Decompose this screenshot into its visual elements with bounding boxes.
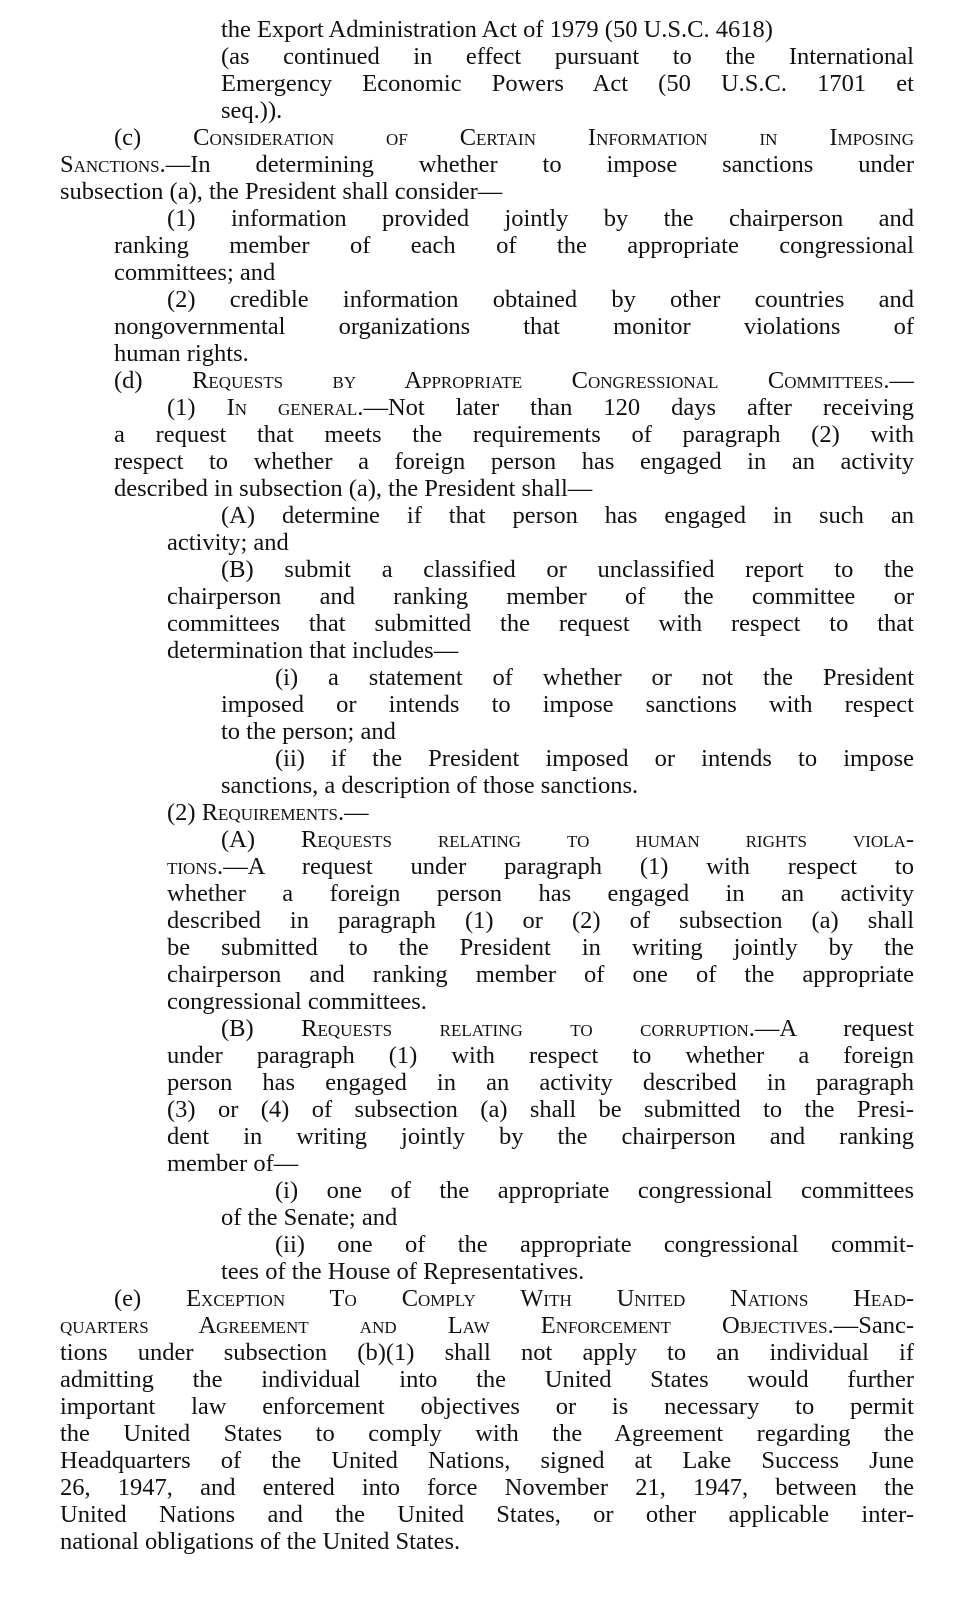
text-line: determination that includes— [167, 637, 459, 664]
subsection-e-heading: (e) Exception To Comply With United Nations Head- [114, 1285, 915, 1312]
text-line: 26, 1947, and entered into force November 21, 1947, between the [60, 1474, 914, 1501]
text-line: tions under subsection (b)(1) shall not apply to an individual if [60, 1339, 914, 1366]
text-line: the Export Administration Act of 1979 (50 U.S.C. 4618) [221, 16, 773, 43]
text-line: dent in writing jointly by the chairperson and ranking [167, 1123, 914, 1150]
text-line: sanctions, a description of those sanctions. [221, 772, 639, 799]
text-line: activity; and [167, 529, 289, 556]
text-line: Sanctions.—In determining whether to impose sanctions under [60, 151, 914, 178]
text-line: (2) credible information obtained by other countries and [167, 286, 914, 313]
text-line: quarters Agreement and Law Enforcement Objectives.—Sanc- [60, 1312, 914, 1339]
text-line: described in paragraph (1) or (2) of subsection (a) shall [167, 907, 914, 934]
text-line: seq.)). [221, 97, 283, 124]
text-line: subsection (a), the President shall consider— [60, 178, 503, 205]
text-line: important law enforcement objectives or is necessary to permit [60, 1393, 914, 1420]
text-line: respect to whether a foreign person has engaged in an activity [114, 448, 914, 475]
paragraph-2-heading: (2) Requirements.— [167, 799, 369, 826]
text-line: be submitted to the President in writing jointly by the [167, 934, 914, 961]
text-line: chairperson and ranking member of one of the appropriate [167, 961, 914, 988]
text-line: admitting the individual into the United States would further [60, 1366, 914, 1393]
text-line: congressional committees. [167, 988, 427, 1015]
text-line: Headquarters of the United Nations, signed at Lake Success June [60, 1447, 914, 1474]
text-line: member of— [167, 1150, 299, 1177]
text-line: human rights. [114, 340, 249, 367]
text-line: the United States to comply with the Agreement regarding the [60, 1420, 914, 1447]
paragraph-1-heading: (1) In general.—Not later than 120 days after receiving [167, 394, 914, 421]
text-line: nongovernmental organizations that monitor violations of [114, 313, 914, 340]
text-line: described in subsection (a), the President shall— [114, 475, 593, 502]
subparagraph-a-heading: (A) Requests relating to human rights viola- [221, 826, 914, 853]
text-line: (3) or (4) of subsection (a) shall be submitted to the Presi- [167, 1096, 914, 1123]
text-line: tions.—A request under paragraph (1) with respect to [167, 853, 914, 880]
text-line: (i) a statement of whether or not the President [275, 664, 914, 691]
text-line: tees of the House of Representatives. [221, 1258, 585, 1285]
text-line: whether a foreign person has engaged in an activity [167, 880, 914, 907]
text-line: imposed or intends to impose sanctions with respect [221, 691, 914, 718]
text-line: a request that meets the requirements of paragraph (2) with [114, 421, 914, 448]
subsection-c-heading: (c) Consideration of Certain Information in Imposing [114, 124, 914, 151]
text-line: (A) determine if that person has engaged in such an [221, 502, 914, 529]
text-line: ranking member of each of the appropriate congressional [114, 232, 914, 259]
text-line: to the person; and [221, 718, 396, 745]
text-line: under paragraph (1) with respect to whether a foreign [167, 1042, 914, 1069]
subsection-d-heading: (d) Requests by Appropriate Congressional Committees.— [114, 367, 914, 394]
text-line: (ii) one of the appropriate congressional commit- [275, 1231, 914, 1258]
subparagraph-b-heading: (B) Requests relating to corruption.—A request [221, 1015, 914, 1042]
text-line: chairperson and ranking member of the committee or [167, 583, 914, 610]
text-line: of the Senate; and [221, 1204, 398, 1231]
text-line: committees that submitted the request with respect to that [167, 610, 914, 637]
text-line: committees; and [114, 259, 276, 286]
text-line: (ii) if the President imposed or intends to impose [275, 745, 914, 772]
text-line: (1) information provided jointly by the chairperson and [167, 205, 914, 232]
text-line: (i) one of the appropriate congressional committees [275, 1177, 914, 1204]
text-line: Emergency Economic Powers Act (50 U.S.C. 1701 et [221, 70, 914, 97]
text-line: (as continued in effect pursuant to the International [221, 43, 914, 70]
text-line: national obligations of the United States. [60, 1528, 461, 1555]
text-line: person has engaged in an activity described in paragraph [167, 1069, 914, 1096]
text-line: (B) submit a classified or unclassified report to the [221, 556, 914, 583]
text-line: United Nations and the United States, or other applicable inter- [60, 1501, 914, 1528]
